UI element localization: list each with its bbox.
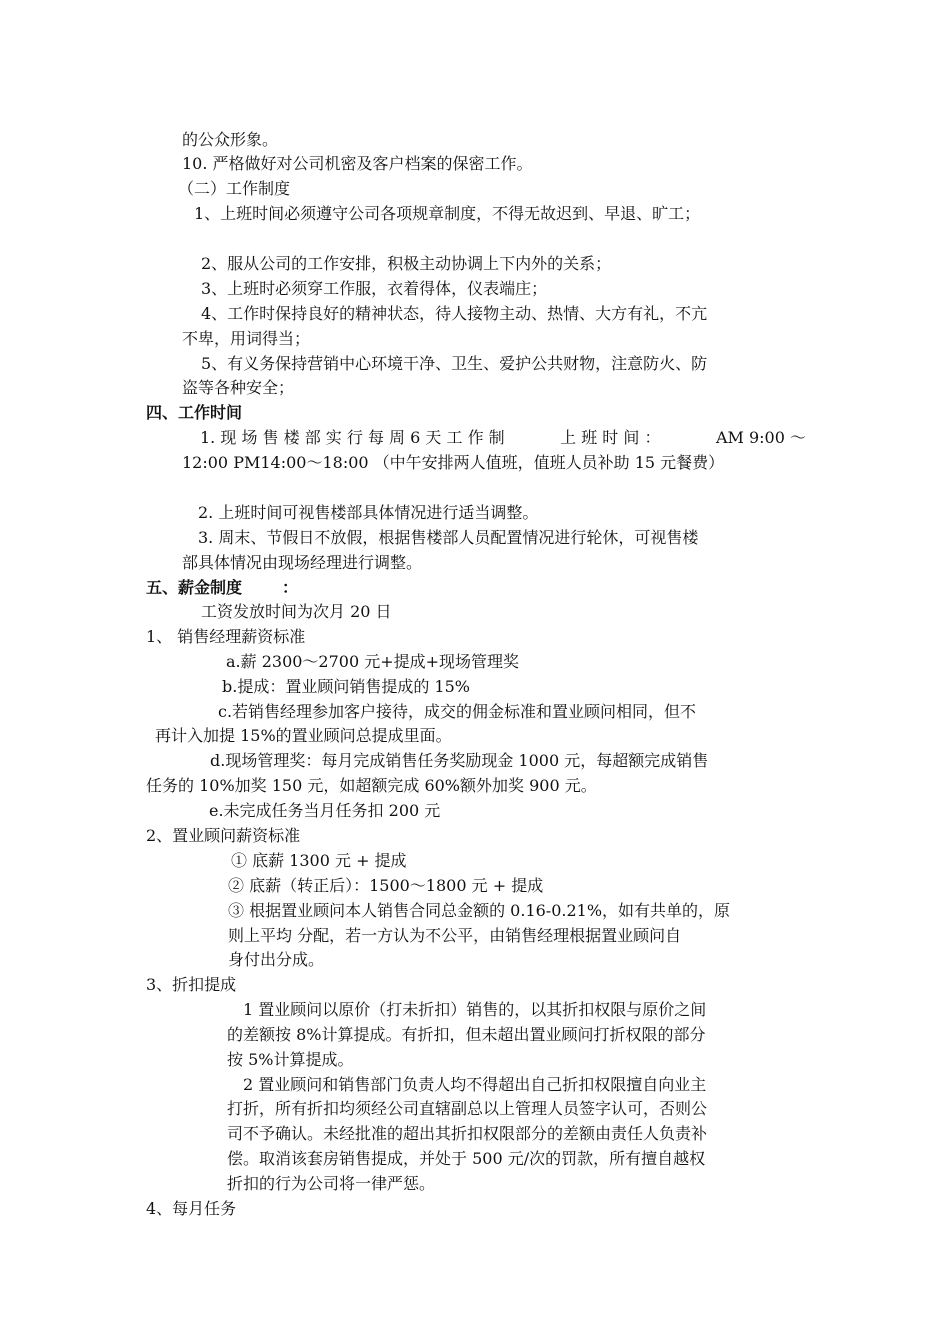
text-line: 的公众形象。 bbox=[182, 130, 279, 149]
section-heading-colon: ： bbox=[282, 578, 299, 597]
text-line: c.若销售经理参加客户接待，成交的佣金标准和置业顾问相同，但不 bbox=[218, 702, 697, 721]
subsection-heading: （二）工作制度 bbox=[178, 179, 291, 198]
section-heading: 四、工作时间 bbox=[146, 403, 243, 422]
text-line: 4、每月任务 bbox=[146, 1199, 237, 1218]
text-line: 再计入加提 15%的置业顾问总提成里面。 bbox=[155, 726, 452, 745]
text-span: 1. 现 场 售 楼 部 实 行 每 周 6 天 工 作 制 bbox=[200, 428, 505, 447]
text-line: 部具体情况由现场经理进行调整。 bbox=[182, 553, 423, 572]
text-line: 不卑，用词得当； bbox=[182, 329, 311, 348]
section-heading bbox=[146, 578, 298, 598]
text-line: b.提成：置业顾问销售提成的 15% bbox=[222, 677, 470, 696]
text-line: 1、 销售经理薪资标准 bbox=[146, 627, 306, 646]
text-line: 则上平均 分配，若一方认为不公平，由销售经理根据置业顾问自 bbox=[228, 926, 682, 945]
text-line: 的差额按 8%计算提成。有折扣，但未超出置业顾问打折权限的部分 bbox=[227, 1025, 706, 1044]
text-line: 司不予确认。未经批准的超出其折扣权限部分的差额由责任人负责补 bbox=[227, 1124, 708, 1143]
text-line: 3、上班时必须穿工作服，衣着得体，仪表端庄； bbox=[201, 279, 548, 298]
text-line: 2、服从公司的工作安排，积极主动协调上下内外的关系； bbox=[201, 254, 612, 273]
text-span: 上 班 时 间 ： bbox=[560, 428, 661, 447]
text-line: 1、上班时间必须遵守公司各项规章制度，不得无故迟到、早退、旷工； bbox=[194, 204, 701, 223]
text-line: a.薪 2300～2700 元+提成+现场管理奖 bbox=[226, 652, 520, 671]
text-line: 工资发放时间为次月 20 日 bbox=[201, 602, 392, 621]
text-line: 2. 上班时间可视售楼部具体情况进行适当调整。 bbox=[198, 503, 539, 522]
text-line: 任务的 10%加奖 150 元，如超额完成 60%额外加奖 900 元。 bbox=[146, 776, 597, 795]
text-line: 3. 周末、节假日不放假，根据售楼部人员配置情况进行轮休，可视售楼 bbox=[198, 528, 699, 547]
text-line: 折扣的行为公司将一律严惩。 bbox=[227, 1174, 436, 1193]
text-line: 打折，所有折扣均须经公司直辖副总以上管理人员签字认可，否则公 bbox=[227, 1099, 708, 1118]
text-line: 1 置业顾问以原价（打未折扣）销售的，以其折扣权限与原价之间 bbox=[243, 1000, 707, 1019]
text-line: 偿。取消该套房销售提成，并处于 500 元/次的罚款，所有擅自越权 bbox=[227, 1149, 706, 1168]
text-line: 2 置业顾问和销售部门负责人均不得超出自己折扣权限擅自向业主 bbox=[243, 1075, 707, 1094]
text-line: 3、折扣提成 bbox=[146, 975, 237, 994]
text-line: e.未完成任务当月任务扣 200 元 bbox=[209, 801, 441, 820]
text-line: d.现场管理奖：每月完成销售任务奖励现金 1000 元，每超额完成销售 bbox=[210, 751, 709, 770]
text-line: 盗等各种安全； bbox=[182, 378, 295, 397]
text-line: 5、有义务保持营销中心环境干净、卫生、爱护公共财物，注意防火、防 bbox=[201, 354, 708, 373]
text-line: 4、工作时保持良好的精神状态，待人接物主动、热情、大方有礼，不亢 bbox=[201, 304, 708, 323]
text-line: 12:00 PM14:00～18:00 （中午安排两人值班，值班人员补助 15 元餐费） bbox=[182, 453, 725, 472]
text-line: ② 底薪（转正后）：1500～1800 元 + 提成 bbox=[228, 876, 544, 895]
text-line: 10. 严格做好对公司机密及客户档案的保密工作。 bbox=[182, 154, 533, 173]
text-line bbox=[200, 428, 806, 448]
section-heading-text: 五、薪金制度 bbox=[146, 578, 243, 597]
text-line: ① 底薪 1300 元 + 提成 bbox=[231, 851, 407, 870]
text-line: ③ 根据置业顾问本人销售合同总金额的 0.16-0.21%，如有共单的，原 bbox=[228, 901, 731, 920]
text-line: 身付出分成。 bbox=[228, 950, 325, 969]
text-span: AM 9:00 ～ bbox=[715, 428, 806, 447]
text-line: 2、置业顾问薪资标准 bbox=[146, 826, 301, 845]
text-line: 按 5%计算提成。 bbox=[227, 1050, 354, 1069]
